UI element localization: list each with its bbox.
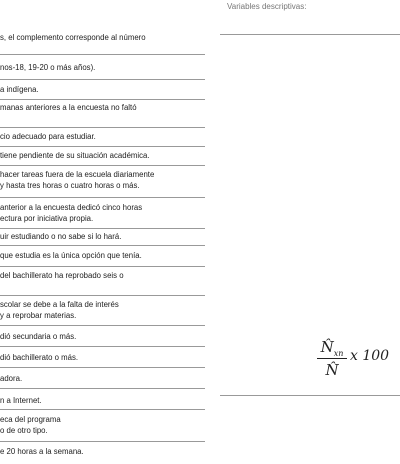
percentage-formula	[316, 336, 400, 392]
row-text: dió secundaria o más.	[0, 332, 77, 341]
row-text: e 20 horas a la semana.	[0, 447, 84, 456]
table-row	[0, 147, 205, 166]
table-row	[0, 100, 205, 128]
row-text: s, el complemento corresponde al número	[0, 33, 146, 42]
row-text: ectura por iniciativa propia.	[0, 214, 94, 223]
row-text: a indígena.	[0, 85, 39, 94]
row-text: y hasta tres horas o cuatro horas o más.	[0, 181, 140, 190]
table-row	[0, 128, 205, 147]
table-row	[0, 410, 205, 442]
row-text: y a reprobar materias.	[0, 311, 77, 320]
table-row	[0, 442, 205, 464]
row-text: dió bachillerato o más.	[0, 353, 79, 362]
row-text: hacer tareas fuera de la escuela diariamente	[0, 170, 155, 179]
row-text: nos-18, 19-20 o más años).	[0, 63, 96, 72]
row-text: tiene pendiente de su situación académica.	[0, 151, 150, 160]
formula-fraction	[316, 336, 348, 379]
row-text: del bachillerato ha reprobado seis o	[0, 271, 124, 280]
formula-operator: x 100	[350, 348, 390, 364]
table-row	[0, 246, 205, 267]
table-row	[0, 80, 205, 100]
row-text: uir estudiando o no sabe si lo hará.	[0, 232, 122, 241]
formula-numerator	[316, 336, 348, 358]
row-text: scolar se debe a la falta de interés	[0, 300, 119, 309]
divider	[220, 395, 400, 396]
table-row	[0, 347, 205, 368]
row-text: o de otro tipo.	[0, 426, 48, 435]
table-row	[0, 229, 205, 246]
row-text: n a Internet.	[0, 396, 42, 405]
row-text: cio adecuado para estudiar.	[0, 132, 96, 141]
formula-denominator: N̂	[325, 361, 339, 379]
numerator-symbol: N̂	[320, 338, 334, 356]
table-row	[0, 55, 205, 80]
table-row	[0, 389, 205, 410]
table-row	[0, 368, 205, 389]
row-text: adora.	[0, 374, 23, 383]
row-text: eca del programa	[0, 415, 61, 424]
table-row	[0, 0, 205, 55]
table-row	[0, 198, 205, 229]
row-text: anterior a la encuesta dedicó cinco horas	[0, 203, 143, 212]
table-row	[0, 166, 205, 198]
table-row	[0, 296, 205, 326]
row-text: que estudia es la única opción que tenía.	[0, 251, 142, 260]
table-row	[0, 267, 205, 296]
section-caption: Variables descriptivas:	[227, 2, 307, 11]
numerator-subscript: xn	[333, 349, 344, 358]
row-text: manas anteriores a la encuesta no faltó	[0, 103, 137, 112]
divider	[220, 34, 400, 35]
table-row	[0, 326, 205, 347]
